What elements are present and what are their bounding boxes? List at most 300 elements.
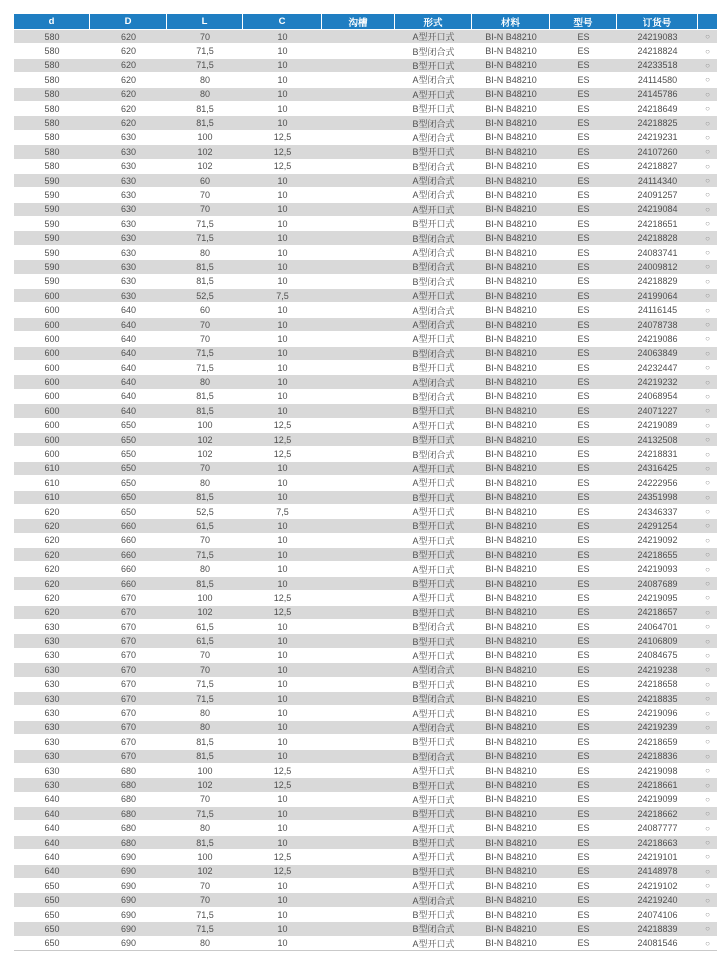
table-row [14, 88, 717, 102]
cell-model: ES [550, 318, 617, 332]
cell-model: ES [550, 519, 617, 533]
cell-L: 102 [167, 145, 243, 159]
column-header-col-d: d [14, 14, 90, 30]
cell-order: 24114340 [617, 174, 698, 188]
cell-d: 600 [14, 289, 90, 303]
cell-D: 670 [90, 649, 167, 663]
cell-order: 24219240 [617, 893, 698, 907]
cell-order: 24083741 [617, 246, 698, 260]
cell-D: 670 [90, 706, 167, 720]
cell-groove [322, 332, 395, 346]
cell-material: BI-N B48210 [472, 275, 550, 289]
cell-order: 24232447 [617, 361, 698, 375]
cell-model: ES [550, 174, 617, 188]
cell-D: 630 [90, 174, 167, 188]
table-row [14, 649, 717, 663]
cell-L: 71,5 [167, 922, 243, 936]
cell-C: 10 [243, 908, 322, 922]
cell-form: A型开口式 [395, 332, 472, 346]
cell-model: ES [550, 634, 617, 648]
table-row [14, 347, 717, 361]
cell-form: A型闭合式 [395, 188, 472, 202]
table-row [14, 505, 717, 519]
availability-circle-icon: ○ [698, 663, 717, 677]
cell-form: B型开口式 [395, 678, 472, 692]
cell-groove [322, 246, 395, 260]
table-row [14, 433, 717, 447]
column-header-col-L: L [167, 14, 243, 30]
cell-order: 24316425 [617, 462, 698, 476]
cell-model: ES [550, 476, 617, 490]
cell-d: 580 [14, 73, 90, 87]
table-row [14, 318, 717, 332]
cell-groove [322, 649, 395, 663]
cell-material: BI-N B48210 [472, 735, 550, 749]
table-row [14, 606, 717, 620]
cell-order: 24071227 [617, 404, 698, 418]
cell-D: 660 [90, 577, 167, 591]
availability-circle-icon: ○ [698, 706, 717, 720]
cell-model: ES [550, 706, 617, 720]
availability-circle-icon: ○ [698, 289, 717, 303]
cell-material: BI-N B48210 [472, 145, 550, 159]
cell-D: 650 [90, 462, 167, 476]
cell-model: ES [550, 73, 617, 87]
cell-model: ES [550, 850, 617, 864]
cell-d: 600 [14, 318, 90, 332]
cell-C: 10 [243, 807, 322, 821]
cell-groove [322, 59, 395, 73]
cell-material: BI-N B48210 [472, 188, 550, 202]
cell-model: ES [550, 419, 617, 433]
cell-form: A型闭合式 [395, 375, 472, 389]
cell-form: A型闭合式 [395, 73, 472, 87]
cell-model: ES [550, 821, 617, 835]
availability-circle-icon: ○ [698, 419, 717, 433]
cell-D: 660 [90, 562, 167, 576]
cell-d: 590 [14, 246, 90, 260]
table-row [14, 491, 717, 505]
cell-order: 24132508 [617, 433, 698, 447]
cell-model: ES [550, 332, 617, 346]
cell-C: 10 [243, 620, 322, 634]
cell-model: ES [550, 303, 617, 317]
cell-order: 24218649 [617, 102, 698, 116]
cell-D: 670 [90, 606, 167, 620]
cell-C: 12,5 [243, 591, 322, 605]
cell-L: 70 [167, 203, 243, 217]
cell-C: 10 [243, 332, 322, 346]
cell-D: 690 [90, 879, 167, 893]
cell-L: 70 [167, 30, 243, 44]
table-row [14, 145, 717, 159]
cell-L: 61,5 [167, 519, 243, 533]
cell-D: 630 [90, 260, 167, 274]
cell-D: 670 [90, 721, 167, 735]
table-row [14, 419, 717, 433]
cell-d: 650 [14, 893, 90, 907]
cell-L: 60 [167, 174, 243, 188]
cell-C: 7,5 [243, 289, 322, 303]
availability-circle-icon: ○ [698, 116, 717, 130]
cell-form: A型开口式 [395, 793, 472, 807]
table-row [14, 735, 717, 749]
cell-order: 24219098 [617, 764, 698, 778]
cell-form: A型开口式 [395, 591, 472, 605]
cell-order: 24218661 [617, 778, 698, 792]
cell-groove [322, 678, 395, 692]
cell-groove [322, 433, 395, 447]
cell-D: 650 [90, 447, 167, 461]
availability-circle-icon: ○ [698, 750, 717, 764]
table-row [14, 922, 717, 936]
cell-C: 10 [243, 678, 322, 692]
cell-form: A型开口式 [395, 879, 472, 893]
cell-C: 10 [243, 937, 322, 951]
cell-d: 580 [14, 145, 90, 159]
availability-circle-icon: ○ [698, 534, 717, 548]
cell-form: A型开口式 [395, 505, 472, 519]
cell-model: ES [550, 59, 617, 73]
cell-material: BI-N B48210 [472, 476, 550, 490]
cell-form: A型开口式 [395, 821, 472, 835]
cell-d: 630 [14, 764, 90, 778]
cell-C: 10 [243, 375, 322, 389]
cell-material: BI-N B48210 [472, 174, 550, 188]
cell-model: ES [550, 879, 617, 893]
cell-C: 10 [243, 562, 322, 576]
table-row [14, 160, 717, 174]
cell-d: 630 [14, 678, 90, 692]
table-row [14, 634, 717, 648]
column-header-col-availability [698, 14, 717, 30]
cell-groove [322, 462, 395, 476]
cell-C: 10 [243, 750, 322, 764]
cell-order: 24074106 [617, 908, 698, 922]
cell-form: B型开口式 [395, 145, 472, 159]
cell-C: 10 [243, 59, 322, 73]
cell-C: 10 [243, 462, 322, 476]
cell-groove [322, 203, 395, 217]
cell-C: 10 [243, 893, 322, 907]
availability-circle-icon: ○ [698, 404, 717, 418]
cell-L: 80 [167, 721, 243, 735]
cell-model: ES [550, 591, 617, 605]
cell-C: 10 [243, 706, 322, 720]
cell-D: 650 [90, 433, 167, 447]
cell-form: B型闭合式 [395, 692, 472, 706]
cell-model: ES [550, 275, 617, 289]
cell-C: 10 [243, 649, 322, 663]
cell-C: 10 [243, 246, 322, 260]
cell-d: 650 [14, 922, 90, 936]
cell-material: BI-N B48210 [472, 131, 550, 145]
cell-material: BI-N B48210 [472, 534, 550, 548]
cell-D: 660 [90, 534, 167, 548]
cell-material: BI-N B48210 [472, 606, 550, 620]
table-row [14, 289, 717, 303]
column-header-col-form: 形式 [395, 14, 472, 30]
cell-C: 10 [243, 188, 322, 202]
cell-model: ES [550, 793, 617, 807]
cell-form: A型开口式 [395, 203, 472, 217]
cell-form: B型开口式 [395, 548, 472, 562]
table-row [14, 562, 717, 576]
table-row [14, 721, 717, 735]
cell-d: 630 [14, 750, 90, 764]
table-row [14, 404, 717, 418]
cell-d: 580 [14, 131, 90, 145]
table-row [14, 73, 717, 87]
cell-form: A型开口式 [395, 649, 472, 663]
cell-form: B型闭合式 [395, 447, 472, 461]
cell-order: 24222956 [617, 476, 698, 490]
table-row [14, 447, 717, 461]
column-header-col-C: C [243, 14, 322, 30]
cell-C: 10 [243, 821, 322, 835]
cell-C: 12,5 [243, 447, 322, 461]
cell-model: ES [550, 908, 617, 922]
table-row [14, 850, 717, 864]
cell-material: BI-N B48210 [472, 750, 550, 764]
cell-order: 24219086 [617, 332, 698, 346]
cell-material: BI-N B48210 [472, 850, 550, 864]
cell-D: 660 [90, 519, 167, 533]
cell-material: BI-N B48210 [472, 562, 550, 576]
cell-material: BI-N B48210 [472, 404, 550, 418]
cell-groove [322, 116, 395, 130]
table-row [14, 260, 717, 274]
cell-material: BI-N B48210 [472, 505, 550, 519]
cell-groove [322, 778, 395, 792]
cell-model: ES [550, 491, 617, 505]
cell-model: ES [550, 937, 617, 951]
cell-D: 630 [90, 131, 167, 145]
table-row [14, 246, 717, 260]
cell-C: 10 [243, 577, 322, 591]
cell-model: ES [550, 361, 617, 375]
cell-form: B型闭合式 [395, 44, 472, 58]
cell-model: ES [550, 390, 617, 404]
cell-d: 650 [14, 937, 90, 951]
cell-D: 650 [90, 505, 167, 519]
cell-form: A型闭合式 [395, 893, 472, 907]
cell-order: 24218662 [617, 807, 698, 821]
cell-groove [322, 879, 395, 893]
cell-D: 620 [90, 73, 167, 87]
cell-model: ES [550, 102, 617, 116]
cell-groove [322, 160, 395, 174]
cell-d: 620 [14, 591, 90, 605]
cell-order: 24218839 [617, 922, 698, 936]
cell-material: BI-N B48210 [472, 102, 550, 116]
cell-d: 640 [14, 836, 90, 850]
table-row [14, 390, 717, 404]
cell-C: 10 [243, 231, 322, 245]
cell-form: A型开口式 [395, 937, 472, 951]
cell-C: 10 [243, 663, 322, 677]
availability-circle-icon: ○ [698, 433, 717, 447]
cell-groove [322, 347, 395, 361]
cell-model: ES [550, 30, 617, 44]
cell-groove [322, 850, 395, 864]
cell-L: 102 [167, 606, 243, 620]
availability-circle-icon: ○ [698, 735, 717, 749]
table-row [14, 865, 717, 879]
cell-groove [322, 505, 395, 519]
availability-circle-icon: ○ [698, 347, 717, 361]
cell-material: BI-N B48210 [472, 937, 550, 951]
cell-order: 24218659 [617, 735, 698, 749]
cell-d: 620 [14, 577, 90, 591]
cell-L: 71,5 [167, 807, 243, 821]
cell-groove [322, 318, 395, 332]
cell-groove [322, 706, 395, 720]
cell-L: 71,5 [167, 692, 243, 706]
cell-L: 81,5 [167, 750, 243, 764]
availability-circle-icon: ○ [698, 59, 717, 73]
table-row [14, 174, 717, 188]
cell-D: 640 [90, 375, 167, 389]
cell-groove [322, 217, 395, 231]
cell-L: 70 [167, 462, 243, 476]
table-row [14, 303, 717, 317]
cell-L: 71,5 [167, 347, 243, 361]
cell-D: 680 [90, 807, 167, 821]
cell-groove [322, 44, 395, 58]
cell-D: 690 [90, 908, 167, 922]
cell-d: 630 [14, 735, 90, 749]
cell-material: BI-N B48210 [472, 73, 550, 87]
cell-D: 670 [90, 750, 167, 764]
cell-material: BI-N B48210 [472, 160, 550, 174]
cell-D: 630 [90, 231, 167, 245]
cell-order: 24081546 [617, 937, 698, 951]
cell-model: ES [550, 721, 617, 735]
cell-form: A型闭合式 [395, 663, 472, 677]
cell-material: BI-N B48210 [472, 893, 550, 907]
availability-circle-icon: ○ [698, 678, 717, 692]
cell-d: 600 [14, 361, 90, 375]
cell-L: 80 [167, 73, 243, 87]
cell-d: 630 [14, 634, 90, 648]
availability-circle-icon: ○ [698, 260, 717, 274]
cell-d: 620 [14, 562, 90, 576]
table-row [14, 217, 717, 231]
cell-C: 10 [243, 721, 322, 735]
cell-d: 640 [14, 865, 90, 879]
cell-L: 102 [167, 433, 243, 447]
cell-D: 690 [90, 850, 167, 864]
cell-d: 600 [14, 375, 90, 389]
cell-L: 81,5 [167, 404, 243, 418]
table-row [14, 908, 717, 922]
cell-C: 10 [243, 836, 322, 850]
table-row [14, 275, 717, 289]
cell-material: BI-N B48210 [472, 908, 550, 922]
cell-model: ES [550, 606, 617, 620]
cell-model: ES [550, 347, 617, 361]
cell-model: ES [550, 462, 617, 476]
cell-model: ES [550, 548, 617, 562]
cell-d: 600 [14, 419, 90, 433]
availability-circle-icon: ○ [698, 793, 717, 807]
cell-L: 61,5 [167, 620, 243, 634]
table-row [14, 778, 717, 792]
cell-material: BI-N B48210 [472, 375, 550, 389]
cell-material: BI-N B48210 [472, 591, 550, 605]
cell-form: A型闭合式 [395, 303, 472, 317]
availability-circle-icon: ○ [698, 390, 717, 404]
cell-C: 10 [243, 548, 322, 562]
cell-groove [322, 447, 395, 461]
table-row [14, 30, 717, 44]
cell-order: 24107260 [617, 145, 698, 159]
cell-L: 81,5 [167, 390, 243, 404]
cell-form: A型开口式 [395, 562, 472, 576]
cell-material: BI-N B48210 [472, 577, 550, 591]
cell-d: 580 [14, 44, 90, 58]
cell-material: BI-N B48210 [472, 879, 550, 893]
cell-model: ES [550, 750, 617, 764]
availability-circle-icon: ○ [698, 375, 717, 389]
availability-circle-icon: ○ [698, 591, 717, 605]
cell-L: 70 [167, 893, 243, 907]
cell-model: ES [550, 203, 617, 217]
cell-D: 620 [90, 116, 167, 130]
cell-d: 650 [14, 879, 90, 893]
cell-groove [322, 908, 395, 922]
cell-d: 590 [14, 217, 90, 231]
cell-L: 52,5 [167, 289, 243, 303]
cell-model: ES [550, 865, 617, 879]
cell-d: 610 [14, 476, 90, 490]
availability-circle-icon: ○ [698, 778, 717, 792]
cell-material: BI-N B48210 [472, 793, 550, 807]
cell-material: BI-N B48210 [472, 30, 550, 44]
cell-D: 640 [90, 318, 167, 332]
cell-form: B型开口式 [395, 908, 472, 922]
cell-D: 630 [90, 217, 167, 231]
cell-form: A型开口式 [395, 534, 472, 548]
availability-circle-icon: ○ [698, 131, 717, 145]
availability-circle-icon: ○ [698, 562, 717, 576]
availability-circle-icon: ○ [698, 303, 717, 317]
cell-material: BI-N B48210 [472, 678, 550, 692]
cell-material: BI-N B48210 [472, 260, 550, 274]
cell-order: 24145786 [617, 88, 698, 102]
cell-groove [322, 289, 395, 303]
cell-groove [322, 922, 395, 936]
cell-d: 580 [14, 160, 90, 174]
cell-L: 81,5 [167, 491, 243, 505]
availability-circle-icon: ○ [698, 203, 717, 217]
cell-order: 24219099 [617, 793, 698, 807]
cell-order: 24351998 [617, 491, 698, 505]
cell-model: ES [550, 577, 617, 591]
cell-form: B型开口式 [395, 361, 472, 375]
cell-d: 630 [14, 706, 90, 720]
cell-D: 680 [90, 764, 167, 778]
cell-form: B型闭合式 [395, 922, 472, 936]
cell-model: ES [550, 620, 617, 634]
cell-L: 60 [167, 303, 243, 317]
cell-C: 10 [243, 73, 322, 87]
cell-model: ES [550, 807, 617, 821]
cell-form: A型闭合式 [395, 131, 472, 145]
cell-C: 10 [243, 476, 322, 490]
cell-groove [322, 188, 395, 202]
